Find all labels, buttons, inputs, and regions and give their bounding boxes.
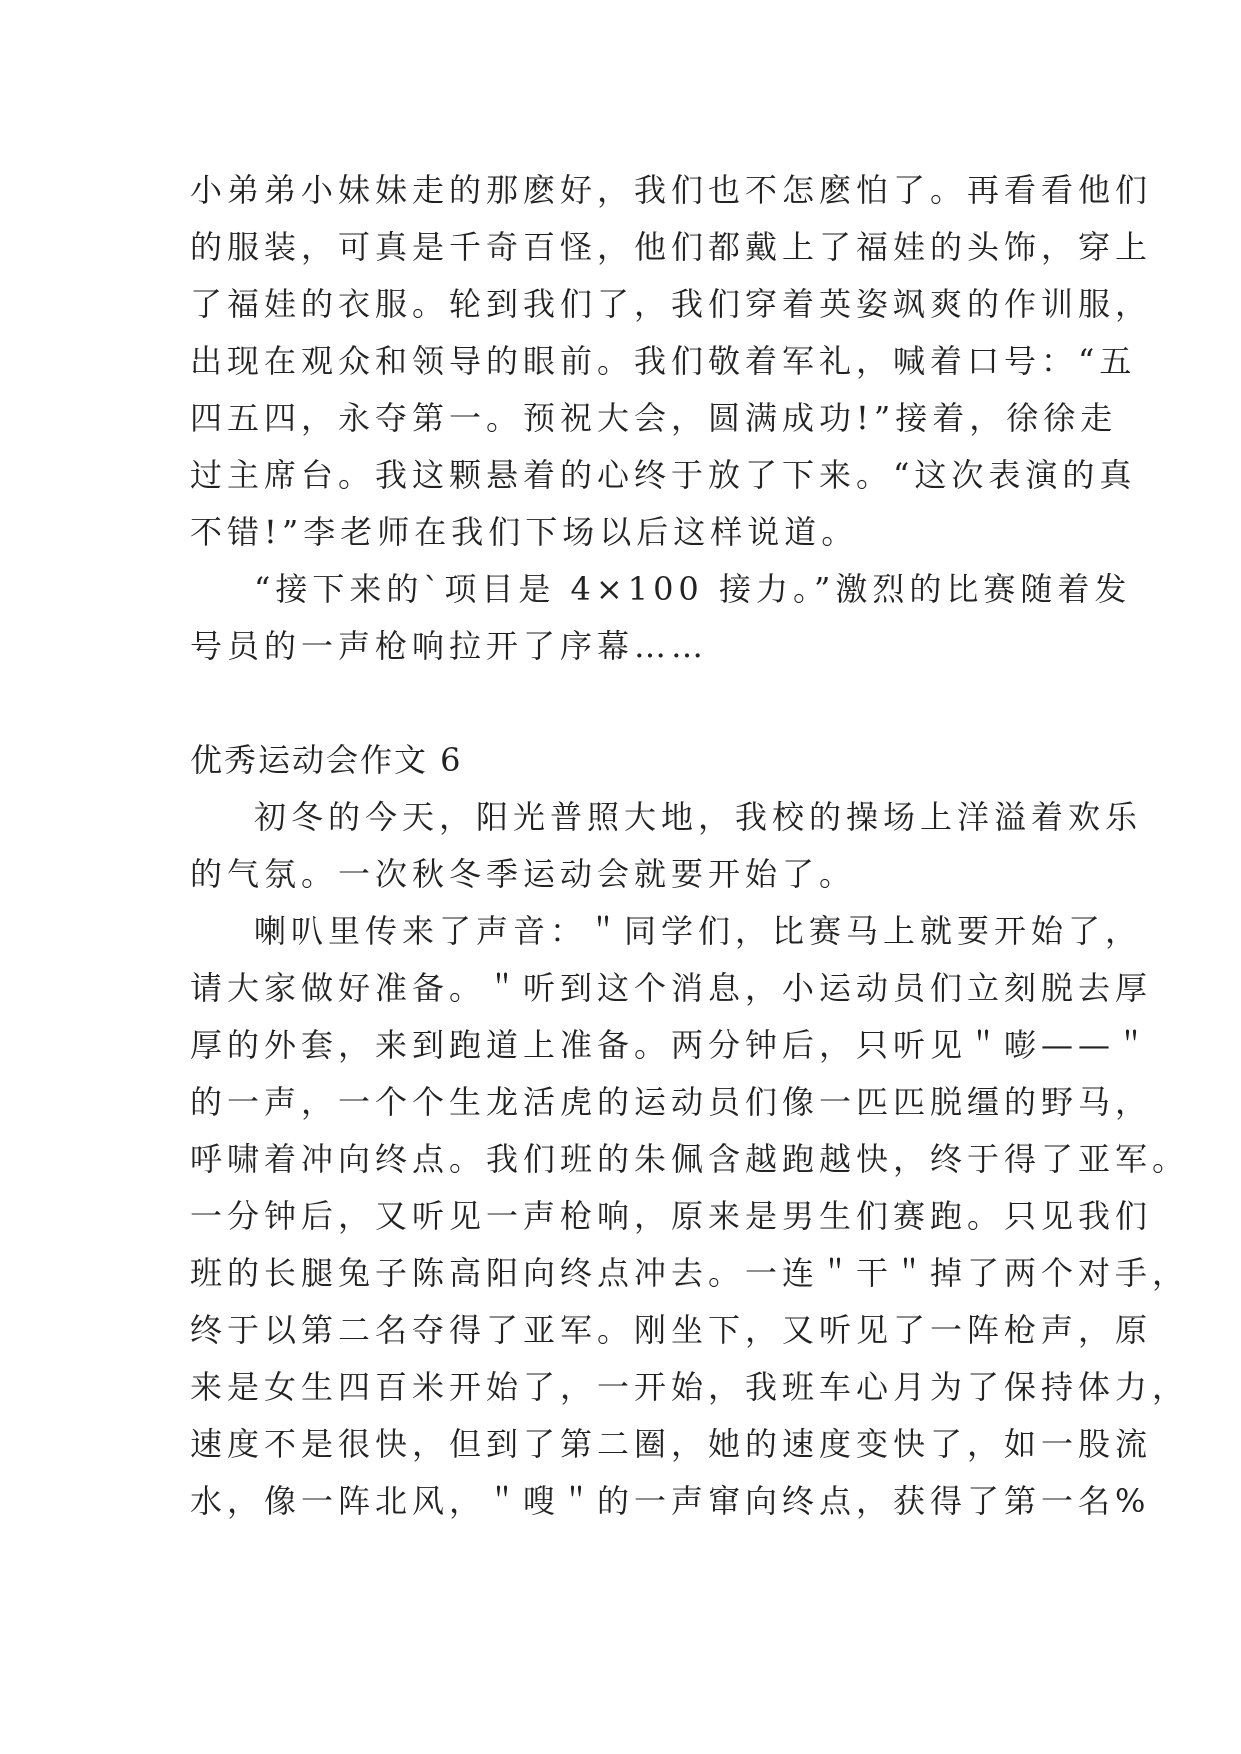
text-line: 的气氛。一次秋冬季运动会就要开始了。 [190, 855, 857, 893]
text-line: 呼啸着冲向终点。我们班的朱佩含越跑越快，终于得了亚军。 [190, 1140, 1190, 1178]
text-line: 不错!”李老师在我们下场以后这样说道。 [190, 513, 859, 551]
text-line: 厚的外套，来到跑道上准备。两分钟后，只听见＂嘭——＂ [190, 1026, 1153, 1064]
text-line: 的一声，一个个生龙活虎的运动员们像一匹匹脱缰的野马， [190, 1083, 1153, 1121]
continuation-paragraph-2 [190, 561, 1132, 675]
section-paragraph-2 [190, 903, 1190, 1530]
text-line: 了福娃的衣服。轮到我们了，我们穿着英姿飒爽的作训服， [190, 285, 1153, 323]
text-line: “接下来的`项目是 4×100 接力。”激烈的比赛随着发 [254, 570, 1132, 608]
text-line: 喇叭里传来了声音：＂同学们，比赛马上就要开始了， [254, 912, 1143, 950]
text-line: 过主席台。我这颗悬着的心终于放了下来。“这次表演的真 [190, 456, 1137, 494]
text-line: 号员的一声枪响拉开了序幕…… [190, 627, 709, 665]
text-line: 小弟弟小妹妹走的那麽好，我们也不怎麽怕了。再看看他们 [190, 171, 1153, 209]
section-paragraph-1 [190, 789, 1143, 903]
text-line: 速度不是很快，但到了第二圈，她的速度变快了，如一股流 [190, 1425, 1153, 1463]
section-spacer [190, 675, 1090, 732]
text-line: 出现在观众和领导的眼前。我们敬着军礼，喊着口号：“五 [190, 342, 1137, 380]
text-line: 初冬的今天，阳光普照大地，我校的操场上洋溢着欢乐 [254, 798, 1143, 836]
text-line: 四五四，永夺第一。预祝大会，圆满成功!”接着，徐徐走 [190, 399, 1118, 437]
continuation-paragraph-1 [190, 162, 1153, 561]
text-line: 终于以第二名夺得了亚军。刚坐下，又听见了一阵枪声，原 [190, 1311, 1153, 1349]
essay-body [190, 162, 1190, 1530]
text-line: 一分钟后，又听见一声枪响，原来是男生们赛跑。只见我们 [190, 1197, 1153, 1235]
text-line: 请大家做好准备。＂听到这个消息，小运动员们立刻脱去厚 [190, 969, 1153, 1007]
text-line: 班的长腿兔子陈高阳向终点冲去。一连＂干＂掉了两个对手， [190, 1254, 1190, 1292]
section-title: 优秀运动会作文 6 [190, 741, 463, 779]
text-line: 来是女生四百米开始了，一开始，我班车心月为了保持体力， [190, 1368, 1190, 1406]
text-line: 的服装，可真是千奇百怪，他们都戴上了福娃的头饰，穿上 [190, 228, 1153, 266]
text-line: 水，像一阵北风，＂嗖＂的一声窜向终点，获得了第一名% [190, 1482, 1151, 1520]
